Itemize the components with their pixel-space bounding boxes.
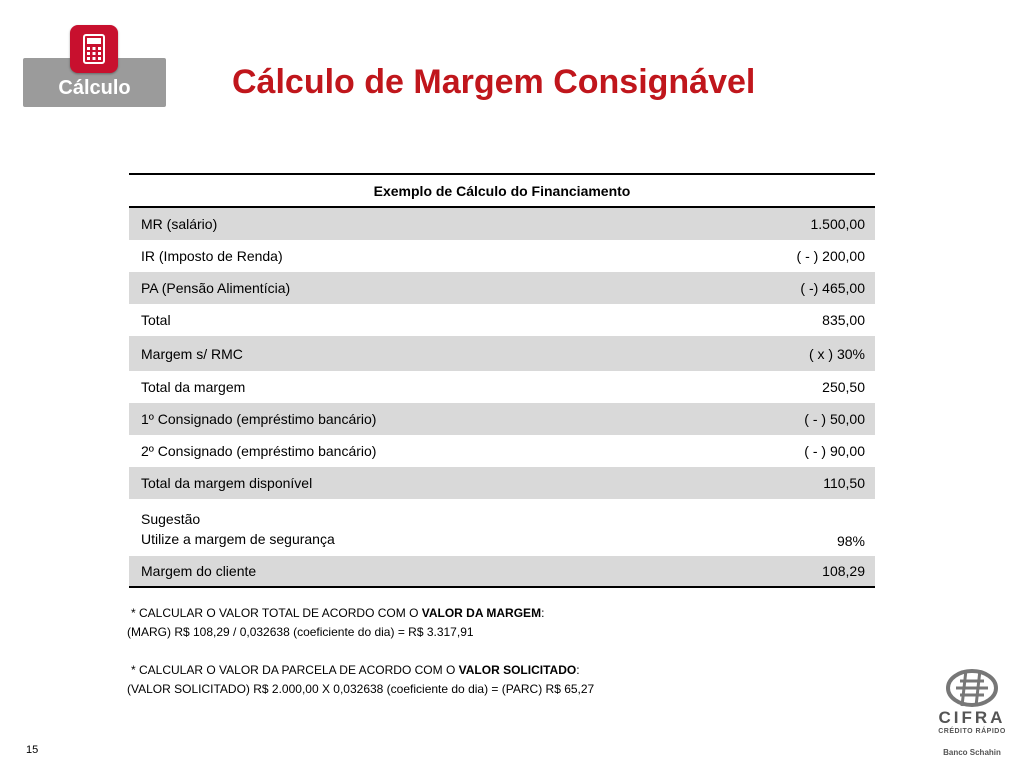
table-header: Exemplo de Cálculo do Financiamento [129,174,875,207]
table-row [129,240,875,272]
row-label: 2º Consignado (empréstimo bancário) [141,443,377,459]
row-label: Total [141,312,171,328]
table-row [129,556,875,587]
row-label: Total da margem [141,379,246,395]
row-label: MR (salário) [129,207,681,240]
table-row [129,467,875,499]
row-value: 835,00 [822,312,865,328]
logo-bank: Banco Schahin [943,748,1001,757]
calculator-icon [70,25,118,73]
cifra-logo [930,668,1014,763]
logo-name: CIFRA [938,708,1006,727]
row-label: 1º Consignado (empréstimo bancário) [129,403,681,435]
note-1 [127,604,594,623]
suggestion-text: Utilize a margem de segurança [141,531,335,547]
note-2-suffix: : [576,663,580,677]
suggestion-heading: Sugestão [141,511,201,527]
table-row [129,304,875,336]
badge-label: Cálculo [58,77,131,99]
row-value: ( - ) 50,00 [681,403,875,435]
table-row [129,272,875,304]
row-label: Margem do cliente [129,556,681,587]
table-row [129,336,875,371]
logo-subtitle: CRÉDITO RÁPIDO [938,728,1006,735]
row-label: IR (Imposto de Renda) [141,248,283,264]
row-label: Total da margem disponível [129,467,681,499]
row-value: 98% [836,533,865,549]
note-1-suffix: : [541,606,545,620]
calculation-table [129,173,875,588]
row-label [129,499,681,556]
row-value: ( -) 465,00 [681,272,875,304]
row-label: PA (Pensão Alimentícia) [129,272,681,304]
table-row [129,207,875,240]
cifra-logo-icon [930,668,1014,708]
page-title: Cálculo de Margem Consignável [232,63,756,101]
note-2 [127,661,594,680]
table-header-row [129,174,875,207]
row-value: ( - ) 90,00 [804,443,865,459]
row-value: 110,50 [681,467,875,499]
page-number: 15 [26,744,39,756]
note-2-formula: (VALOR SOLICITADO) R$ 2.000,00 X 0,032638 (coeficiente do dia) = (PARC) R$ 65,27 [127,682,595,696]
row-value: 108,29 [681,556,875,587]
table-row [129,499,875,556]
row-label: Margem s/ RMC [129,336,681,371]
table-row [129,403,875,435]
table-row [129,435,875,467]
row-value: ( x ) 30% [681,336,875,371]
note-1-prefix: * CALCULAR O VALOR TOTAL DE ACORDO COM O [131,606,422,620]
notes [127,604,594,699]
note-2-prefix: * CALCULAR O VALOR DA PARCELA DE ACORDO COM O [131,663,459,677]
row-value: 1.500,00 [681,207,875,240]
note-1-bold: VALOR DA MARGEM [421,606,542,620]
table-row [129,371,875,403]
row-value: 250,50 [822,379,865,395]
note-1-formula: (MARG) R$ 108,29 / 0,032638 (coeficiente do dia) = R$ 3.317,91 [127,625,474,639]
calculo-badge [23,25,166,107]
row-value: ( - ) 200,00 [796,248,865,264]
note-2-bold: VALOR SOLICITADO [458,663,577,677]
